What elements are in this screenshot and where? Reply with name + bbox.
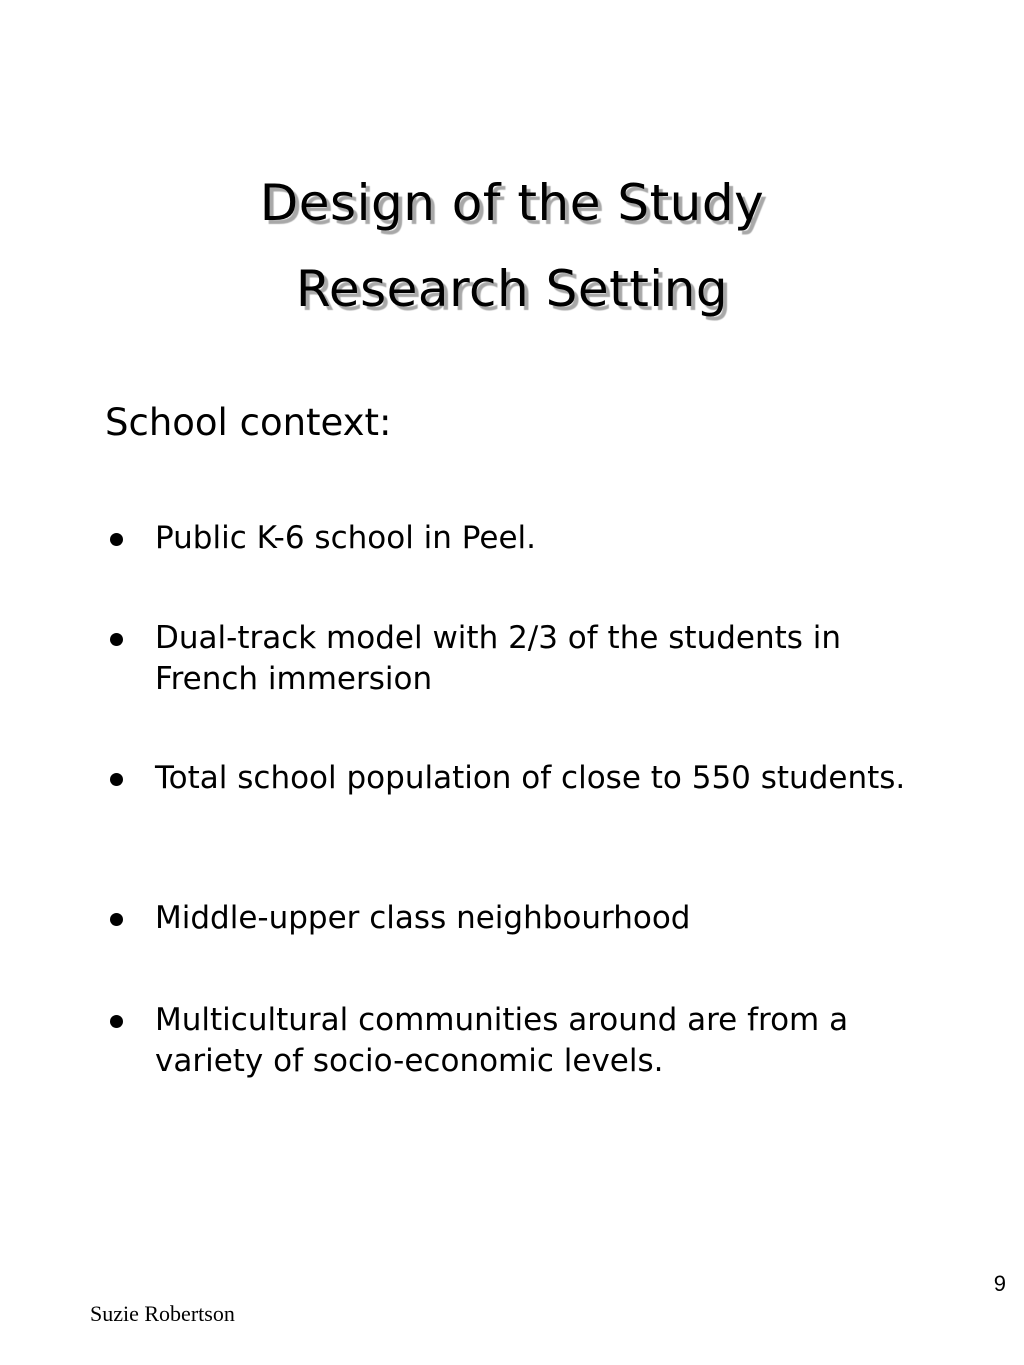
- bullet-dot-icon: [110, 773, 123, 786]
- bullet-dot-icon: [110, 913, 123, 926]
- title-line-1: Design of the Study: [259, 174, 765, 232]
- bullet-text: Public K-6 school in Peel.: [155, 520, 536, 556]
- bullet-text: Total school population of close to 550 students.: [155, 760, 906, 796]
- bullet-dot-icon: [110, 633, 123, 646]
- title-line-2: Research Setting: [295, 260, 729, 318]
- slide-title: [0, 160, 1024, 332]
- page-number: 9: [993, 1271, 1006, 1296]
- subheading: School context:: [105, 401, 392, 444]
- bullet-dot-icon: [110, 533, 123, 546]
- author-name: Suzie Robertson: [90, 1301, 235, 1326]
- bullet-text: Multicultural communities around are from a variety of socio-economic levels.: [155, 1002, 849, 1079]
- bullet-text: Middle-upper class neighbourhood: [155, 900, 691, 936]
- bullet-dot-icon: [110, 1015, 123, 1028]
- bullet-text: Dual-track model with 2/3 of the students in French immersion: [155, 620, 842, 697]
